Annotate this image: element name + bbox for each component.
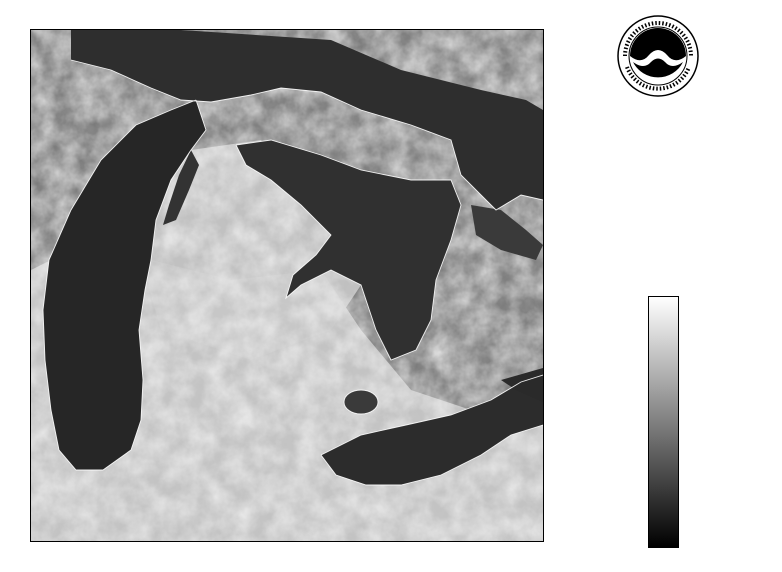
noaa-logo-icon <box>617 15 699 97</box>
satellite-map[interactable] <box>30 29 544 542</box>
reflectance-colorbar <box>648 296 679 548</box>
map-image <box>31 30 543 541</box>
